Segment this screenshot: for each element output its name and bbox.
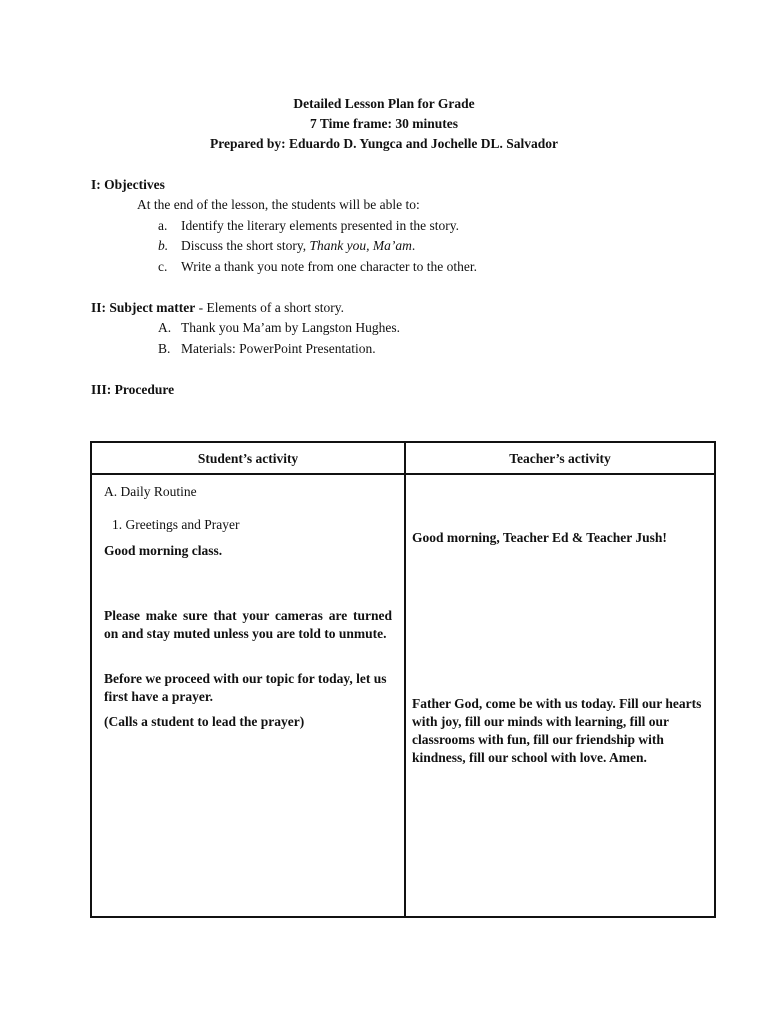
header-time-frame: 7 Time frame: 30 minutes	[310, 116, 458, 131]
subject-matter-description: - Elements of a short story.	[195, 300, 344, 315]
good-morning-class: Good morning class.	[104, 543, 223, 558]
daily-routine-heading: A. Daily Routine	[104, 484, 197, 499]
list-marker: B.	[158, 341, 171, 356]
subject-matter-title: II: Subject matter	[91, 300, 196, 315]
objective-item-c	[158, 258, 477, 276]
header-teachers-activity: Teacher’s activity	[509, 451, 611, 466]
subject-item-a	[158, 319, 400, 337]
procedure-title: III: Procedure	[91, 382, 175, 397]
objectives-intro: At the end of the lesson, the students will be able to:	[137, 197, 420, 212]
subject-item-b	[158, 340, 376, 358]
list-marker: A.	[158, 320, 172, 335]
students-greeting-reply: Good morning, Teacher Ed & Teacher Jush!	[412, 530, 667, 545]
objective-text: Discuss the short story,	[181, 238, 310, 253]
header-students-activity: Student’s activity	[197, 451, 299, 466]
objective-item-a	[158, 217, 459, 235]
subject-item-text: Thank you Ma’am by Langston Hughes.	[181, 320, 400, 335]
objective-text-end: .	[411, 238, 416, 253]
table-header-divider	[92, 473, 714, 475]
objective-text: Identify the literary elements presented in the story.	[181, 218, 460, 233]
students-prayer: Father God, come be with us today. Fill our hearts with joy, fill our minds with learning, fill our classrooms with fun, fill our friendship with kindness, fill our school with love. Amen.	[412, 696, 702, 765]
list-marker: c.	[158, 259, 168, 274]
objective-text: Write a thank you note from one character to the other.	[181, 259, 477, 274]
header-prepared-by: Prepared by: Eduardo D. Yungca and Jochelle DL. Salvador	[209, 136, 559, 151]
objective-item-b	[158, 237, 415, 255]
subject-matter-line	[91, 299, 344, 317]
list-marker: b.	[158, 238, 169, 253]
activity-table	[90, 441, 716, 918]
story-title-italic: Thank you, Ma’am	[309, 238, 412, 253]
list-marker: a.	[158, 218, 168, 233]
prayer-intro: Before we proceed with our topic for today, let us first have a prayer.	[104, 671, 387, 704]
objectives-title: I: Objectives	[91, 177, 165, 192]
greetings-heading: 1. Greetings and Prayer	[112, 517, 240, 532]
header-title: Detailed Lesson Plan for Grade	[293, 96, 475, 111]
subject-item-text: Materials: PowerPoint Presentation.	[181, 341, 376, 356]
cameras-instruction: Please make sure that your cameras are turned on and stay muted unless you are told to unmute.	[104, 608, 392, 641]
document-header	[0, 94, 768, 154]
calls-student-note: (Calls a student to lead the prayer)	[104, 714, 305, 729]
table-column-divider	[404, 443, 406, 916]
